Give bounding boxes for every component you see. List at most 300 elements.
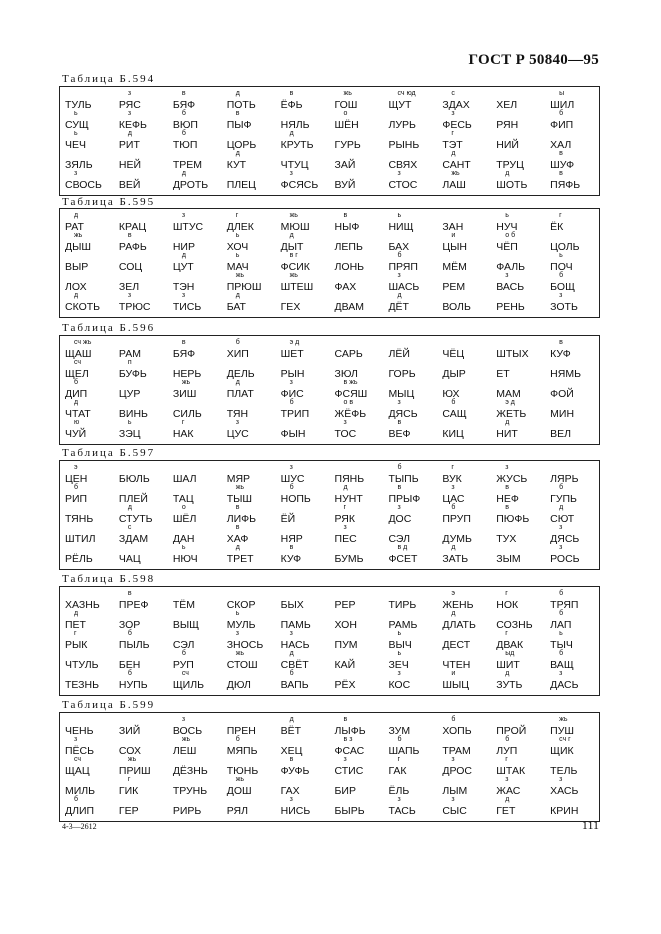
- table-title: Таблица Б.595: [62, 196, 156, 208]
- word: КРУТЬ: [280, 139, 314, 151]
- word: КУФ: [550, 348, 571, 360]
- word-cell: [276, 339, 330, 362]
- word-cell: [491, 719, 545, 739]
- word-cell: [222, 173, 276, 193]
- word-cell: [330, 90, 384, 113]
- word-cell: [383, 113, 437, 133]
- sound-annotation: з: [343, 524, 347, 531]
- word: ПУМ: [334, 639, 358, 651]
- word: ЛЯРЬ: [550, 473, 579, 485]
- word: ПУШ: [550, 725, 574, 737]
- sound-annotation: ь: [181, 544, 186, 551]
- word-cell: [330, 716, 384, 739]
- sound-annotation: г: [127, 776, 131, 783]
- word-cell: [545, 235, 599, 255]
- table-title: Таблица Б.597: [62, 447, 156, 459]
- word: ДЛИП: [65, 805, 95, 817]
- word: ЧЁП: [496, 241, 518, 253]
- word-cell: [545, 150, 599, 173]
- word: ЧЕНЬ: [65, 725, 94, 737]
- sound-annotation: в д: [397, 544, 408, 551]
- word: ЛОНЬ: [334, 261, 365, 273]
- table-title: Таблица Б.594: [62, 73, 156, 85]
- word-cell: [276, 130, 330, 153]
- word-cell: [222, 673, 276, 693]
- word-cell: [222, 292, 276, 315]
- word: РЕНЬ: [496, 301, 525, 313]
- sound-annotation: сч г: [559, 736, 571, 743]
- word: ЮХ: [442, 388, 460, 400]
- word: ЖЕТЬ: [496, 408, 527, 420]
- word-cell: [491, 133, 545, 153]
- word-cell: [114, 630, 168, 653]
- word: НЕРЬ: [172, 368, 202, 380]
- word-cell: [330, 133, 384, 153]
- word: ЖАС: [496, 785, 521, 797]
- word: НЯР: [280, 533, 303, 545]
- word-cell: [114, 402, 168, 422]
- sound-annotation: жь: [235, 484, 245, 491]
- word-cell: [383, 736, 437, 759]
- word-cell: [276, 650, 330, 673]
- sound-annotation: б: [181, 650, 186, 657]
- word: ЖЕНЬ: [442, 599, 474, 611]
- word-cell: [222, 524, 276, 547]
- sound-annotation: э д: [289, 339, 300, 346]
- word: ТИСЬ: [172, 301, 202, 313]
- word: СОЗНЬ: [496, 619, 533, 631]
- table-row: [60, 670, 599, 693]
- word-cell: [168, 275, 222, 295]
- sound-annotation: в: [397, 419, 402, 426]
- sound-annotation: б: [559, 650, 564, 657]
- word: СВЯХ: [388, 159, 418, 171]
- word: ЗЕЛ: [118, 281, 140, 293]
- word: БЯФ: [172, 99, 196, 111]
- word: ТЭН: [172, 281, 195, 293]
- word-cell: [383, 650, 437, 673]
- sound-annotation: д: [343, 484, 348, 491]
- sound-annotation: ы: [559, 90, 565, 97]
- word-cell: [491, 464, 545, 487]
- word-cell: [276, 295, 330, 315]
- word: РЯЛ: [226, 805, 248, 817]
- word-cell: [114, 215, 168, 235]
- word: МЁМ: [442, 261, 467, 273]
- word-cell: [491, 736, 545, 759]
- word: КУТ: [226, 159, 247, 171]
- word-cell: [491, 484, 545, 507]
- table-row: [60, 232, 599, 255]
- word-cell: [60, 719, 114, 739]
- word-cell: [168, 90, 222, 113]
- word: НИР: [172, 241, 195, 253]
- word-cell: [545, 610, 599, 633]
- word: ПРЕН: [226, 725, 256, 737]
- word: ДУМЬ: [442, 533, 472, 545]
- word: ЗУТЬ: [496, 679, 523, 691]
- word: МЮШ: [280, 221, 310, 233]
- word: ЩЕЛ: [65, 368, 89, 380]
- word-cell: [491, 670, 545, 693]
- word-cell: [114, 382, 168, 402]
- word: ЗЮЛ: [334, 368, 358, 380]
- word: ЧЁЦ: [442, 348, 465, 360]
- word: ЩУТ: [388, 99, 412, 111]
- word: СЮТ: [550, 513, 575, 525]
- word-cell: [222, 110, 276, 133]
- word-cell: [491, 630, 545, 653]
- word: КАЙ: [334, 659, 356, 671]
- word: ЦОРЬ: [226, 139, 257, 151]
- word-cell: [437, 110, 491, 133]
- word-cell: [330, 779, 384, 799]
- word-cell: [114, 613, 168, 633]
- sound-annotation: з: [343, 419, 347, 426]
- word: ЗИШ: [172, 388, 197, 400]
- word-cell: [437, 232, 491, 255]
- word: РИП: [65, 493, 88, 505]
- table-row: [60, 716, 599, 739]
- word-cell: [545, 590, 599, 613]
- word: ДЛЕК: [226, 221, 254, 233]
- word: СТИС: [334, 765, 364, 777]
- sound-annotation: з: [289, 630, 293, 637]
- word: ЖУСЬ: [496, 473, 528, 485]
- sound-annotation: з: [235, 419, 239, 426]
- sound-annotation: жь: [74, 232, 83, 239]
- word: ШИЛ: [550, 99, 575, 111]
- word: ПЮФЬ: [496, 513, 530, 525]
- word-cell: [222, 419, 276, 442]
- word-cell: [437, 464, 491, 487]
- sound-annotation: д: [235, 90, 240, 97]
- table-row: [60, 379, 599, 402]
- sound-annotation: в: [559, 170, 563, 177]
- word: ЧТУЛЬ: [65, 659, 99, 671]
- word: ФЕСЬ: [442, 119, 472, 131]
- word-cell: [276, 779, 330, 799]
- word: КЕФЬ: [118, 119, 147, 131]
- sound-annotation: д: [235, 544, 240, 551]
- word: ПЛЕЙ: [118, 493, 148, 505]
- sound-annotation: д: [289, 650, 294, 657]
- word-cell: [114, 776, 168, 799]
- word-cell: [114, 255, 168, 275]
- sound-annotation: з: [289, 464, 293, 471]
- word-cell: [491, 382, 545, 402]
- word-cell: [60, 110, 114, 133]
- word-cell: [60, 547, 114, 567]
- table-row: [60, 524, 599, 547]
- word-cell: [168, 212, 222, 235]
- word-cell: [437, 150, 491, 173]
- word-cell: [114, 590, 168, 613]
- word: ДЁЗНЬ: [172, 765, 208, 777]
- sound-annotation: з: [127, 90, 132, 97]
- word-cell: [276, 212, 330, 235]
- word-cell: [437, 610, 491, 633]
- sound-annotation: б: [397, 464, 402, 471]
- word: ШУФ: [550, 159, 575, 171]
- word-cell: [60, 130, 114, 153]
- sound-annotation: ыд: [505, 650, 515, 657]
- word: ДЫШ: [65, 241, 92, 253]
- sound-annotation: б: [559, 610, 564, 617]
- word-table: [59, 460, 600, 570]
- word: БУФЬ: [118, 368, 147, 380]
- word-cell: [545, 467, 599, 487]
- word: ФИС: [280, 388, 304, 400]
- word: ПЛАТ: [226, 388, 254, 400]
- table-row: [60, 610, 599, 633]
- sound-annotation: з: [397, 399, 401, 406]
- sound-annotation: б: [289, 670, 294, 677]
- word-cell: [330, 235, 384, 255]
- word-cell: [491, 295, 545, 315]
- word: ПОЧ: [550, 261, 573, 273]
- word: НИЙ: [496, 139, 519, 151]
- word: ШОТЬ: [496, 179, 528, 191]
- word-cell: [383, 670, 437, 693]
- sound-annotation: ь: [559, 630, 563, 637]
- word: ЗУМ: [388, 725, 411, 737]
- word: СКОР: [226, 599, 256, 611]
- word-cell: [168, 235, 222, 255]
- word: ГЕР: [118, 805, 139, 817]
- sound-annotation: сч жь: [74, 339, 92, 346]
- word: ПЕТ: [65, 619, 86, 631]
- word: ТОС: [334, 428, 357, 440]
- word-cell: [60, 796, 114, 819]
- word: ВЫР: [65, 261, 89, 273]
- word: ШТЫХ: [496, 348, 529, 360]
- word: ТЕЗНЬ: [65, 679, 100, 691]
- word: ЁЛЬ: [388, 785, 410, 797]
- table-row: [60, 150, 599, 173]
- word-cell: [168, 379, 222, 402]
- word: ЧАЦ: [118, 553, 141, 565]
- word-cell: [330, 212, 384, 235]
- word-cell: [545, 133, 599, 153]
- word: ТЕЛЬ: [550, 765, 578, 777]
- word: МУЛЬ: [226, 619, 256, 631]
- word: ЕТ: [496, 368, 510, 380]
- sound-annotation: э: [451, 590, 455, 597]
- sound-annotation: сч: [181, 670, 189, 677]
- word-cell: [330, 504, 384, 527]
- word-cell: [168, 170, 222, 193]
- word-cell: [114, 110, 168, 133]
- word: БИР: [334, 785, 356, 797]
- word: ФУФЬ: [280, 765, 310, 777]
- sound-annotation: сч: [74, 756, 82, 763]
- word: СОХ: [118, 745, 141, 757]
- word: ШТЕШ: [280, 281, 314, 293]
- word-cell: [276, 153, 330, 173]
- sound-annotation: г: [74, 630, 77, 637]
- word: РАТ: [65, 221, 84, 233]
- word: НУНТ: [334, 493, 363, 505]
- word: СВОСЬ: [65, 179, 102, 191]
- word-cell: [114, 653, 168, 673]
- word-cell: [383, 419, 437, 442]
- word-cell: [545, 339, 599, 362]
- sound-annotation: в: [505, 484, 509, 491]
- sound-annotation: в: [505, 504, 509, 511]
- word: БЮЛЬ: [118, 473, 150, 485]
- word-cell: [545, 670, 599, 693]
- sound-annotation: б: [451, 716, 456, 723]
- word-cell: [60, 292, 114, 315]
- sound-annotation: д: [451, 544, 456, 551]
- word-cell: [330, 467, 384, 487]
- sound-annotation: с: [127, 524, 132, 531]
- word-cell: [114, 90, 168, 113]
- word-cell: [491, 272, 545, 295]
- word: ЁЙ: [280, 513, 296, 525]
- word-cell: [276, 507, 330, 527]
- word-cell: [437, 590, 491, 613]
- word: КИЦ: [442, 428, 464, 440]
- word-cell: [168, 613, 222, 633]
- word: ТАЦ: [172, 493, 194, 505]
- word-cell: [114, 756, 168, 779]
- word: ШАПЬ: [388, 745, 420, 757]
- word: НОПЬ: [280, 493, 311, 505]
- word: ЛУРЬ: [388, 119, 416, 131]
- word-cell: [383, 544, 437, 567]
- word-cell: [437, 90, 491, 113]
- word-cell: [383, 630, 437, 653]
- word-cell: [491, 232, 545, 255]
- sound-annotation: б: [127, 670, 132, 677]
- word-cell: [114, 342, 168, 362]
- sound-annotation: г: [181, 419, 185, 426]
- sound-annotation: жь: [181, 379, 191, 386]
- word: ДАН: [172, 533, 195, 545]
- word-cell: [383, 292, 437, 315]
- word: ВУЙ: [334, 179, 356, 191]
- sound-annotation: в: [181, 90, 186, 97]
- sound-annotation: д: [451, 150, 456, 157]
- word-cell: [437, 295, 491, 315]
- word: ХАСЬ: [550, 785, 579, 797]
- word-cell: [545, 716, 599, 739]
- word-cell: [437, 399, 491, 422]
- word-cell: [276, 756, 330, 779]
- sound-annotation: о: [181, 504, 186, 511]
- table-row: [60, 736, 599, 759]
- sound-annotation: ь: [235, 610, 240, 617]
- word: РАМ: [118, 348, 141, 360]
- word-cell: [168, 339, 222, 362]
- word-cell: [60, 399, 114, 422]
- word: ТЫШ: [226, 493, 253, 505]
- sound-annotation: в: [235, 110, 240, 117]
- word: СТОШ: [226, 659, 258, 671]
- word-cell: [383, 382, 437, 402]
- word-cell: [383, 235, 437, 255]
- page-number: 111: [581, 818, 599, 832]
- word-cell: [545, 422, 599, 442]
- word-cell: [545, 362, 599, 382]
- word: ЩАЦ: [65, 765, 90, 777]
- sound-annotation: з: [181, 292, 186, 299]
- word-cell: [60, 339, 114, 362]
- word: ЗАЙ: [334, 159, 356, 171]
- word: МИН: [550, 408, 575, 420]
- table-row: [60, 399, 599, 422]
- word: ВЕЙ: [118, 179, 141, 191]
- word: ЦЫН: [442, 241, 467, 253]
- word-cell: [60, 275, 114, 295]
- word: ВИНЬ: [118, 408, 148, 420]
- word: ВЮП: [172, 119, 198, 131]
- word: ДВАК: [496, 639, 524, 651]
- word: ДЕЛЬ: [226, 368, 255, 380]
- word: ЦОЛЬ: [550, 241, 580, 253]
- word: БЫХ: [280, 599, 304, 611]
- sound-annotation: п: [127, 359, 132, 366]
- word-cell: [437, 716, 491, 739]
- word-cell: [60, 212, 114, 235]
- word-cell: [114, 799, 168, 819]
- word-cell: [60, 610, 114, 633]
- sound-annotation: з: [397, 170, 401, 177]
- sound-annotation: з: [559, 524, 563, 531]
- sound-annotation: в: [397, 484, 402, 491]
- word-table: [59, 335, 600, 445]
- word: ТЯНЬ: [65, 513, 94, 525]
- sound-annotation: б: [559, 484, 564, 491]
- sound-annotation: г: [505, 756, 508, 763]
- word: ГЕТ: [496, 805, 516, 817]
- sound-annotation: г: [451, 464, 454, 471]
- sound-annotation: и: [451, 670, 456, 677]
- sound-annotation: о в: [343, 399, 354, 406]
- word: ШЁЛ: [172, 513, 197, 525]
- word-cell: [383, 272, 437, 295]
- word: ДЁТ: [388, 301, 409, 313]
- word-cell: [491, 212, 545, 235]
- sound-annotation: з: [559, 670, 563, 677]
- word: СУЩ: [65, 119, 89, 131]
- word-cell: [168, 736, 222, 759]
- word: ВЁТ: [280, 725, 302, 737]
- word-cell: [276, 544, 330, 567]
- sound-annotation: з: [451, 110, 455, 117]
- sound-annotation: з: [127, 292, 132, 299]
- word: РОСЬ: [550, 553, 580, 565]
- word-cell: [545, 484, 599, 507]
- word: БАТ: [226, 301, 246, 313]
- word-cell: [545, 292, 599, 315]
- word-cell: [60, 673, 114, 693]
- word-cell: [222, 504, 276, 527]
- sound-annotation: з: [181, 212, 186, 219]
- word-cell: [437, 170, 491, 193]
- sound-annotation: ь: [235, 232, 240, 239]
- table-row: [60, 212, 599, 235]
- word-cell: [545, 252, 599, 275]
- word-cell: [383, 796, 437, 819]
- word-cell: [222, 736, 276, 759]
- word: ПРЯП: [388, 261, 418, 273]
- standard-header: ГОСТ Р 50840—95: [468, 52, 599, 68]
- word-cell: [168, 487, 222, 507]
- word-cell: [437, 504, 491, 527]
